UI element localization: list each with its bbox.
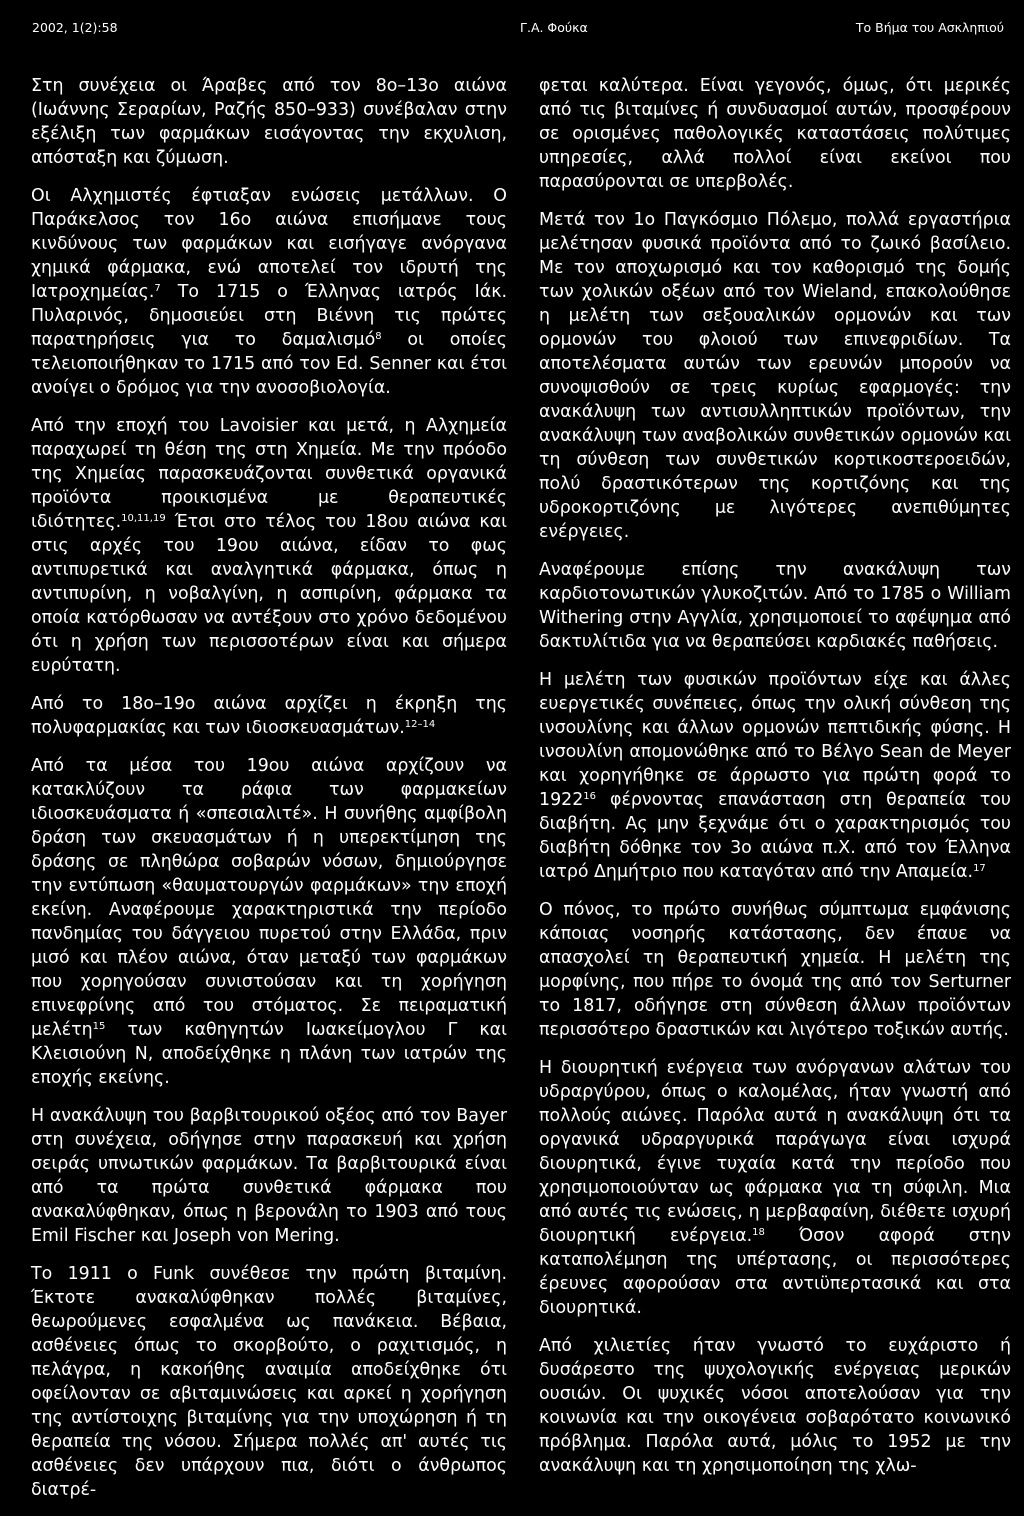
paragraph: Αναφέρουμε επίσης την ανακάλυψη των καρδιοτονωτικών γλυκοζιτών. Από το 1785 ο William Withering στην Αγγλία, χρησιμοποιεί το αφέψημα από δακτυλίτιδα για να θεραπεύσει καρδιακές παθήσεις. — [539, 560, 1011, 652]
text-run: Από τα μέσα του 19ου αιώνα αρχίζουν να κατακλύζουν τα ράφια των φαρμακείων ιδιοσκευάσματα ή «σπεσιαλιτέ». Η συνήθης αμφίβολη δράση των σκευασμάτων ή η υπερεκτίμηση της δράσης σε πληθώρα σοβαρών νόσων, δημιούργησε την εντύπωση «θαυματουργών φαρμάκων» την εποχή εκείνη. Αναφέρουμε χαρακτηριστικά την περίοδο πανδημίας του δάγγειου πυρετού στην Ελλάδα, πριν μισό και πλέον αιώνα, όταν μεταξύ των φαρμάκων που χορηγούσαν συνιστούσαν και τη χορήγηση επινεφρίνης από του στόματος. Σε πειραματική μελέτη — [31, 756, 507, 1040]
citation-ref: 16 — [583, 791, 596, 802]
text-run: οι οποίες τελειοποιήθηκαν το 1715 από τον Ed. Senner και έτσι ανοίγει ο δρόμος για την ανοσοβιολογία. — [31, 330, 507, 398]
paragraph: Ο πόνος, το πρώτο συνήθως σύμπτωμα εμφάνισης κάποιας νοσηρής κατάστασης, δεν έπαυε να απασχολεί τη θεραπευτική χημεία. Η μελέτη της μορφίνης, που πήρε το όνομά της από τον Serturner το 1817, οδήγησε στη σύνθεση άλλων προϊόντων περισσότερο δραστικών και λιγότερο τοξικών αυτής. — [539, 900, 1011, 1040]
paragraph — [31, 414, 507, 678]
paragraph: φεται καλύτερα. Είναι γεγονός, όμως, ότι μερικές από τις βιταμίνες ή συνδυασμοί αυτών, προσφέρουν σε ορισμένες παθολογικές καταστάσεις πολύτιμες υπηρεσίες, αλλά πολλοί είναι εκείνοι που παρασύρονται σε υπερβολές. — [539, 76, 1011, 192]
author-name: Γ.Α. Φούκα — [520, 20, 588, 35]
citation-ref: 10,11,19 — [121, 513, 166, 524]
citation-ref: 12–14 — [404, 719, 436, 730]
citation-ref: 15 — [92, 1021, 106, 1032]
text-run: Η μελέτη των φυσικών προϊόντων είχε και άλλες ευεργετικές συνέπειες, όπως την ολική σύνθεση της ινσουλίνης και άλλων ορμονών πεπτιδικής φύσης. Η ινσουλίνη απομονώθηκε από το Βέλγο Sean de Meyer και χορηγήθηκε σε άρρωστο για πρώτη φορά το 1922 — [539, 670, 1011, 810]
paragraph: Από χιλιετίες ήταν γνωστό το ευχάριστο ή δυσάρεστο της ψυχολογικής ενέργειας μερικών ουσιών. Οι ψυχικές νόσοι αποτελούσαν για την κοινωνία και την οικογένεια σοβαρότατο κοινωνικό πρόβλημα. Παρόλα αυτά, μόλις το 1952 με την ανακάλυψη και τη χρησιμοποίηση της χλω- — [539, 1336, 1011, 1476]
text-run: φέρνοντας επανάσταση στη θεραπεία του διαβήτη. Ας μην ξεχνάμε ότι ο χαρακτηρισμός του διαβήτη δόθηκε τον 3ο αιώνα π.Χ. από τον Έλληνα ιατρό Δημήτριο που καταγόταν από την Απαμεία. — [539, 790, 1011, 882]
left-column — [31, 74, 507, 1516]
citation-ref: 17 — [973, 863, 986, 874]
text-run: Έτσι στο τέλος του 18ου αιώνα και στις αρχές του 19ου αιώνα, είδαν το φως αντιπυρετικά και αναλγητικά φάρμακα, όπως η αντιπυρίνη, η νοβαλγίνη, η ασπιρίνη, φάρμακα τα οποία κατόρθωσαν να αντέξουν στο χρόνο δεδομένου ότι η χρήση των περισσοτέρων είναι και σήμερα ευρύτατη. — [31, 512, 507, 676]
right-column — [539, 74, 1011, 1492]
paragraph: Η ανακάλυψη του βαρβιτουρικού οξέος από τον Bayer στη συνέχεια, οδήγησε στην παρασκευή και χρήση σειράς υπνωτικών φαρμάκων. Τα βαρβιτουρικά είναι από τα πρώτα συνθετικά φάρμακα που ανακαλύφθηκαν, όπως η βερονάλη το 1903 από τους Emil Fischer και Joseph von Mering. — [31, 1106, 507, 1246]
citation-ref: 18 — [752, 1227, 765, 1238]
paragraph — [31, 184, 507, 400]
journal-citation: 2002, 1(2):58 — [32, 20, 118, 35]
text-run: Όσον αφορά στην καταπολέμηση της υπέρτασης, οι περισσότερες έρευνες αφορούσαν στα αντιϋπερτασικά και στα διουρητικά. — [539, 1226, 1011, 1318]
paragraph — [539, 668, 1011, 884]
paragraph — [539, 1056, 1011, 1320]
text-run: Οι Αλχημιστές έφτιαξαν ενώσεις μετάλλων. Ο Παράκελσος τον 16ο αιώνα επισήμανε τους κινδύνους των φαρμάκων και εισήγαγε ανόργανα χημικά φάρμακα, ενώ αποτελεί τον ιδρυτή της Ιατροχημείας. — [31, 186, 507, 302]
paragraph: Στη συνέχεια οι Άραβες από τον 8ο–13ο αιώνα (Ιωάννης Σεραρίων, Ραζής 850–933) συνέβαλαν στην εξέλιξη των φαρμάκων εισάγοντας την εκχυλιση, απόσταξη και ζύμωση. — [31, 76, 507, 168]
text-run: Η διουρητική ενέργεια των ανόργανων αλάτων του υδραργύρου, όπως ο καλομέλας, ήταν γνωστή από πολλούς αιώνες. Παρόλα αυτά η ανακάλυψη ότι τα οργανικά υδραργυρικά παράγωγα είναι ισχυρά διουρητικά, έγινε τυχαία κατά την περίοδο που χρησιμοποιούνταν ως φάρμακα για τη σύφιλη. Μια από αυτές τις ενώσεις, η μερβαφαίνη, διέθετε ισχυρή διουρητική ενέργεια. — [539, 1058, 1011, 1246]
citation-ref: 8 — [375, 331, 382, 342]
paragraph: Το 1911 ο Funk συνέθεσε την πρώτη βιταμίνη. Έκτοτε ανακαλύφθηκαν πολλές βιταμίνες, θεωρούμενες εσφαλμένα ως πανάκεια. Βέβαια, ασθένειες όπως το σκορβούτο, ο ραχιτισμός, η πελάγρα, η κακοήθης αναιμία αποδείχθηκε ότι οφείλονταν σε αβιταμινώσεις και αρκεί η χορήγηση της αντίστοιχης βιταμίνης για την υποχώρηση ή τη θεραπεία της νόσου. Σήμερα πολλές απ' αυτές τις ασθένειες δεν υπάρχουν πια, διότι ο άνθρωπος διατρέ- — [31, 1264, 507, 1500]
text-run: των καθηγητών Ιωακείμογλου Γ και Κλεισιούνη Ν, αποδείχθηκε η πλάνη των ιατρών της εποχής εκείνης. — [31, 1020, 507, 1088]
paragraph — [31, 754, 507, 1090]
citation-ref: 7 — [154, 283, 161, 294]
running-header — [0, 0, 1024, 50]
paragraph — [31, 692, 507, 740]
journal-title: Το Βήμα του Ασκληπιού — [855, 20, 1004, 35]
text-run: Το 1715 ο Έλληνας ιατρός Ιάκ. Πυλαρινός, δημοσιεύει στη Βιέννη τις πρώτες παρατηρήσεις για το δαμαλισμό — [31, 282, 507, 350]
text-run: Από το 18ο–19ο αιώνα αρχίζει η έκρηξη της πολυφαρμακίας και των ιδιοσκευασμάτων. — [31, 694, 507, 738]
paragraph: Μετά τον 1ο Παγκόσμιο Πόλεμο, πολλά εργαστήρια μελέτησαν φυσικά προϊόντα από το ζωικό βασίλειο. Με τον αποχωρισμό και τον καθορισμό της δομής των χολικών οξέων από τον Wieland, επακολούθησε η μελέτη των σεξουαλικών ορμονών και των ορμονών του φλοιού των επινεφριδίων. Τα αποτελέσματα αυτών των ερευνών μπορούν να συνοψισθούν σε τρεις κυρίως εφαρμογές: την ανακάλυψη των αντισυλληπτικών προϊόντων, την ανακάλυψη των αναβολικών συνθετικών ορμονών και τη σύνθεση των συνθετικών κορτικοστεροειδών, πολύ δραστικότερων της κορτιζόνης και της υδροκορτιζόνης με λιγότερες ανεπιθύμητες ενέργειες. — [539, 210, 1011, 542]
text-run: Από την εποχή του Lavoisier και μετά, η Αλχημεία παραχωρεί τη θέση της στη Χημεία. Με την πρόοδο της Χημείας παρασκευάζονται συνθετικά οργανικά προϊόντα προικισμένα με θεραπευτικές ιδιότητες. — [31, 416, 507, 532]
